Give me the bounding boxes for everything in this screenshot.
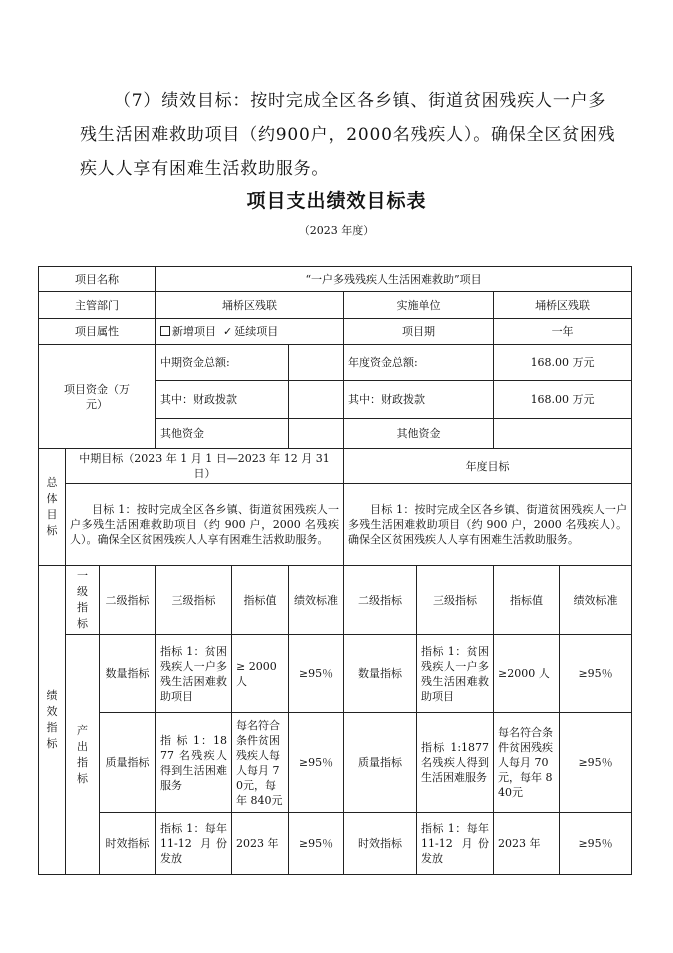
row3-stdb: ≥95％ <box>560 813 632 875</box>
level3-header: 三级指标 <box>156 566 232 635</box>
output-label-text: 产出指标 <box>77 723 88 785</box>
standard-header: 绩效标准 <box>289 566 344 635</box>
attr-label: 项目属性 <box>39 319 156 345</box>
intro-text: （7）绩效目标：按时完成全区各乡镇、街道贫困残疾人一户多残生活困难救助项目（约900户，2000名残疾人）。确保全区贫困残疾人人享有困难生活救助服务。 <box>80 91 616 179</box>
year-fiscal-value: 168.00 万元 <box>494 381 632 419</box>
year-fiscal-label: 其中：财政拨款 <box>344 381 494 419</box>
project-name-label: 项目名称 <box>39 267 156 292</box>
row2-l2b: 质量指标 <box>344 713 417 813</box>
row1-stdb: ≥95％ <box>560 635 632 713</box>
checkbox-unchecked-icon <box>160 326 170 336</box>
year-total-label: 年度资金总额: <box>344 345 494 381</box>
year-goal-text: 目标 1：按时完成全区各乡镇、街道贫困残疾人一户多残生活困难救助项目（约 900 户，2000 名残疾人）。确保全区贫困残疾人人享有困难生活救助服务。 <box>344 484 632 566</box>
row2-std: ≥95％ <box>289 713 344 813</box>
perf-label <box>39 566 66 875</box>
table-row <box>39 267 632 292</box>
row1-value: ≥ 2000 人 <box>232 635 289 713</box>
row1-std: ≥95％ <box>289 635 344 713</box>
mid-goal-text: 目标 1：按时完成全区各乡镇、街道贫困残疾人一户多残生活困难救助项目（约 900 户，2000 名残疾人）。确保全区贫困残疾人人享有困难生活救助服务。 <box>66 484 344 566</box>
table-row <box>39 292 632 319</box>
mid-total-value <box>289 345 344 381</box>
funds-label-text: 项目资金（万元） <box>64 382 131 411</box>
year-other-value <box>494 419 632 449</box>
output-label <box>66 635 100 875</box>
row2-stdb: ≥95％ <box>560 713 632 813</box>
mid-total-label: 中期资金总额: <box>156 345 289 381</box>
row2-l2: 质量指标 <box>100 713 156 813</box>
table-row <box>39 566 632 635</box>
mid-other-label: 其他资金 <box>156 419 289 449</box>
row3-l2b: 时效指标 <box>344 813 417 875</box>
doc-title: 项目支出绩效目标表 <box>246 190 427 212</box>
doc-subtitle: （2023 年度） <box>298 224 375 237</box>
table-row <box>39 449 632 484</box>
impl-value: 埇桥区残联 <box>494 292 632 319</box>
row3-valueb: 2023 年 <box>494 813 560 875</box>
table-row <box>39 713 632 813</box>
standard-header-b: 绩效标准 <box>560 566 632 635</box>
row3-std: ≥95％ <box>289 813 344 875</box>
table-row <box>39 635 632 713</box>
row3-l2: 时效指标 <box>100 813 156 875</box>
row1-l2: 数量指标 <box>100 635 156 713</box>
table-row <box>39 813 632 875</box>
year-total-value: 168.00 万元 <box>494 345 632 381</box>
overall-goal-label-text: 总体目标 <box>46 476 58 537</box>
row3-l3: 指标 1：每年 11-12 月份发放 <box>156 813 232 875</box>
checkmark-icon: ✓ <box>223 325 233 338</box>
table-row <box>39 319 632 345</box>
level3-header-b: 三级指标 <box>417 566 494 635</box>
project-name-value: “一户多残残疾人生活困难救助”项目 <box>156 267 632 292</box>
mid-fiscal-value <box>289 381 344 419</box>
row2-l3: 指 标 1：1877 名残疾人得到生活困难服务 <box>156 713 232 813</box>
level2-header-b: 二级指标 <box>344 566 417 635</box>
perf-label-text: 绩效指标 <box>46 689 58 750</box>
attr-continue: 延续项目 <box>234 325 279 338</box>
table-row <box>39 345 632 381</box>
mid-fiscal-label: 其中：财政拨款 <box>156 381 289 419</box>
mid-goal-header: 中期目标（2023 年 1 月 1 日—2023 年 12 月 31 日） <box>66 449 344 484</box>
row1-valueb: ≥2000 人 <box>494 635 560 713</box>
row3-l3b: 指标 1：每年 11-12 月份发放 <box>417 813 494 875</box>
level1-header: 一级指标 <box>66 566 100 635</box>
intro-paragraph <box>80 84 620 186</box>
year-goal-header: 年度目标 <box>344 449 632 484</box>
overall-goal-label <box>39 449 66 566</box>
attr-options <box>156 319 344 345</box>
attr-new: 新增项目 <box>172 325 217 338</box>
row2-l3b: 指标 1:1877 名残疾人得到生活困难服务 <box>417 713 494 813</box>
level2-header: 二级指标 <box>100 566 156 635</box>
impl-label: 实施单位 <box>344 292 494 319</box>
row1-l2b: 数量指标 <box>344 635 417 713</box>
row1-l3b: 指标 1：贫困残疾人一户多残生活困难救助项目 <box>417 635 494 713</box>
value-header: 指标值 <box>232 566 289 635</box>
value-header-b: 指标值 <box>494 566 560 635</box>
dept-label: 主管部门 <box>39 292 156 319</box>
period-value: 一年 <box>494 319 632 345</box>
row2-valueb: 每名符合条件贫困残疾人每月 70 元，每年 840元 <box>494 713 560 813</box>
dept-value: 埇桥区残联 <box>156 292 344 319</box>
funds-label <box>39 345 156 449</box>
row1-l3: 指标 1：贫困残疾人一户多残生活困难救助项目 <box>156 635 232 713</box>
period-label: 项目期 <box>344 319 494 345</box>
performance-table <box>38 266 632 875</box>
table-row <box>39 484 632 566</box>
year-other-label: 其他资金 <box>344 419 494 449</box>
mid-other-value <box>289 419 344 449</box>
row3-value: 2023 年 <box>232 813 289 875</box>
row2-value: 每名符合条件贫困残疾人每人每月 70元，每年 840元 <box>232 713 289 813</box>
